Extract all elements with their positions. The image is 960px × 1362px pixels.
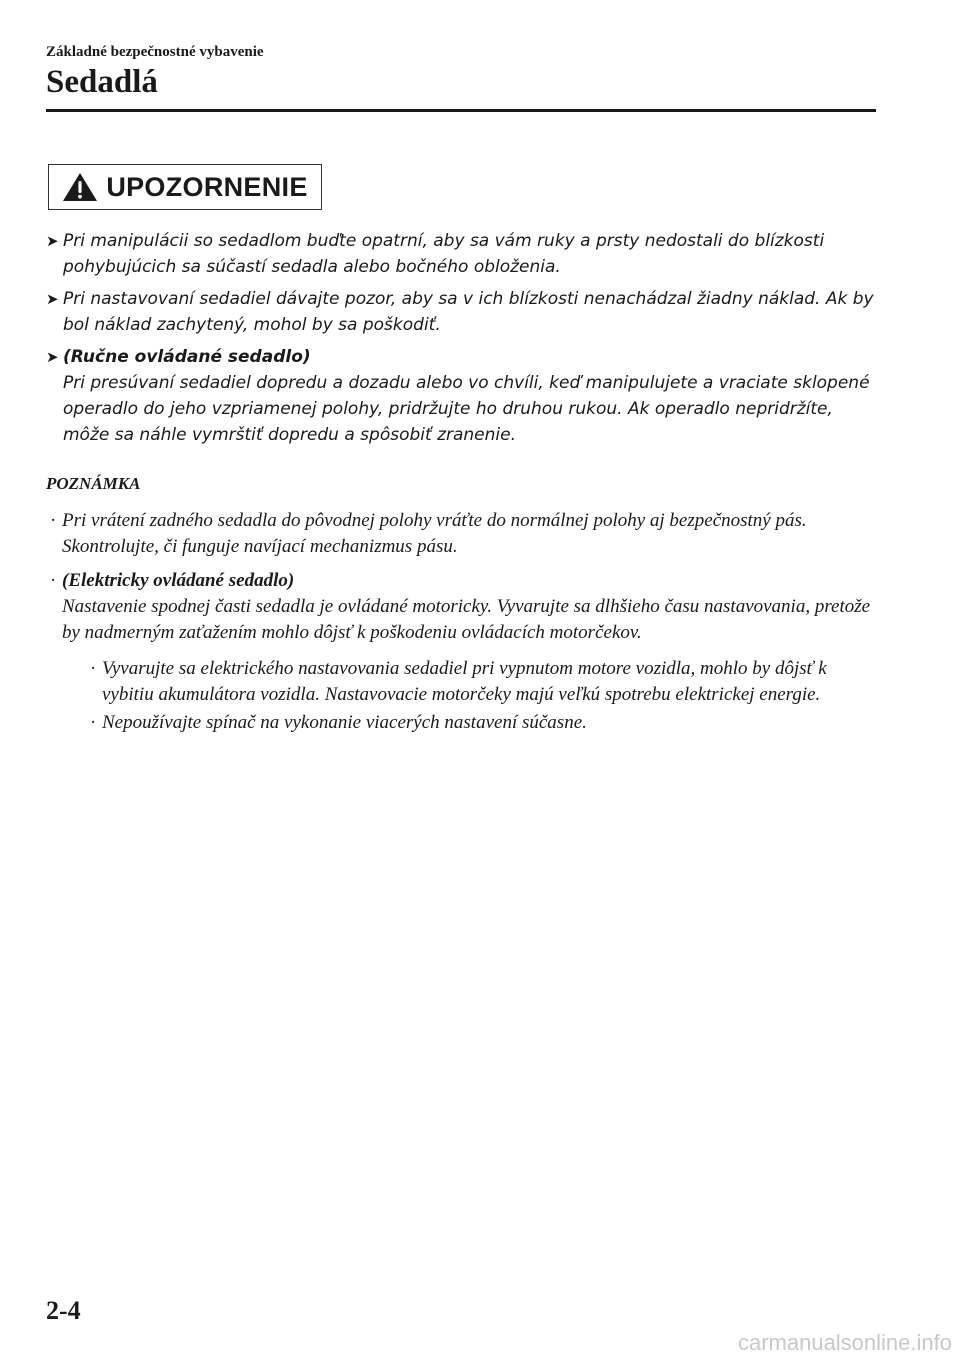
warning-item-text: Pri manipulácii so sedadlom buďte opatrní, aby sa vám ruky a prsty nedostali do blízkosti pohybujúcich sa súčastí sedadla alebo bočného obloženia.	[63, 231, 825, 277]
dot-bullet-icon: ·	[90, 712, 97, 733]
dot-bullet-icon: ·	[50, 570, 57, 591]
note-item	[46, 568, 876, 736]
warning-heading: UPOZORNENIE	[106, 171, 308, 202]
title-rule	[46, 109, 876, 112]
note-subitem-text: Nepoužívajte spínač na vykonanie viacerých nastavení súčasne.	[102, 712, 587, 733]
warning-item	[46, 228, 876, 280]
note-sublist	[62, 656, 876, 736]
page-title: Sedadlá	[46, 64, 158, 100]
note-heading: POZNÁMKA	[46, 474, 141, 493]
note-subitem-text: Vyvarujte sa elektrického nastavovania sedadiel pri vypnutom motore vozidla, mohlo by dôjsť k vybitiu akumulátora vozidla. Nastavovacie motorčeky majú veľkú spotrebu elektrickej energie.	[102, 658, 827, 705]
arrow-bullet-icon: ➤	[46, 232, 59, 250]
note-list	[46, 508, 876, 744]
note-item-subheading: (Elektricky ovládané sedadlo)	[62, 570, 295, 591]
dot-bullet-icon: ·	[50, 510, 57, 531]
note-subitem	[86, 656, 876, 708]
warning-box	[48, 164, 322, 210]
warning-item	[46, 286, 876, 338]
arrow-bullet-icon: ➤	[46, 290, 59, 308]
note-item-text: Pri vrátení zadného sedadla do pôvodnej polohy vráťte do normálnej polohy aj bezpečnostný pás. Skontrolujte, či funguje navíjací mechanizmus pásu.	[62, 510, 807, 557]
watermark: carmanualsonline.info	[737, 1330, 952, 1355]
warning-item	[46, 344, 876, 448]
warning-item-text: Pri nastavovaní sedadiel dávajte pozor, aby sa v ich blízkosti nenachádzal žiadny náklad. Ak by bol náklad zachytený, mohol by sa poškodiť.	[63, 289, 874, 335]
warning-item-text: Pri presúvaní sedadiel dopredu a dozadu alebo vo chvíli, keď manipulujete a vraciate sklopené operadlo do jeho vzpriamenej polohy, pridržujte ho druhou rukou. Ak operadlo nepridržíte, môže sa náhle vymrštiť dopredu a spôsobiť zranenie.	[63, 373, 870, 445]
note-item-text: Nastavenie spodnej časti sedadla je ovládané motoricky. Vyvarujte sa dlhšieho času nastavovania, pretože by nadmerným zaťažením mohlo dôjsť k poškodeniu ovládacích motorčekov.	[62, 596, 871, 643]
warning-item-subheading: (Ručne ovládané sedadlo)	[63, 347, 311, 367]
page-number: 2-4	[46, 1296, 81, 1325]
warning-triangle-icon	[62, 172, 98, 202]
warning-list	[46, 228, 876, 454]
note-item	[46, 508, 876, 560]
note-subitem	[86, 710, 876, 736]
section-label: Základné bezpečnostné vybavenie	[46, 44, 264, 60]
arrow-bullet-icon: ➤	[46, 348, 59, 366]
dot-bullet-icon: ·	[90, 658, 97, 679]
